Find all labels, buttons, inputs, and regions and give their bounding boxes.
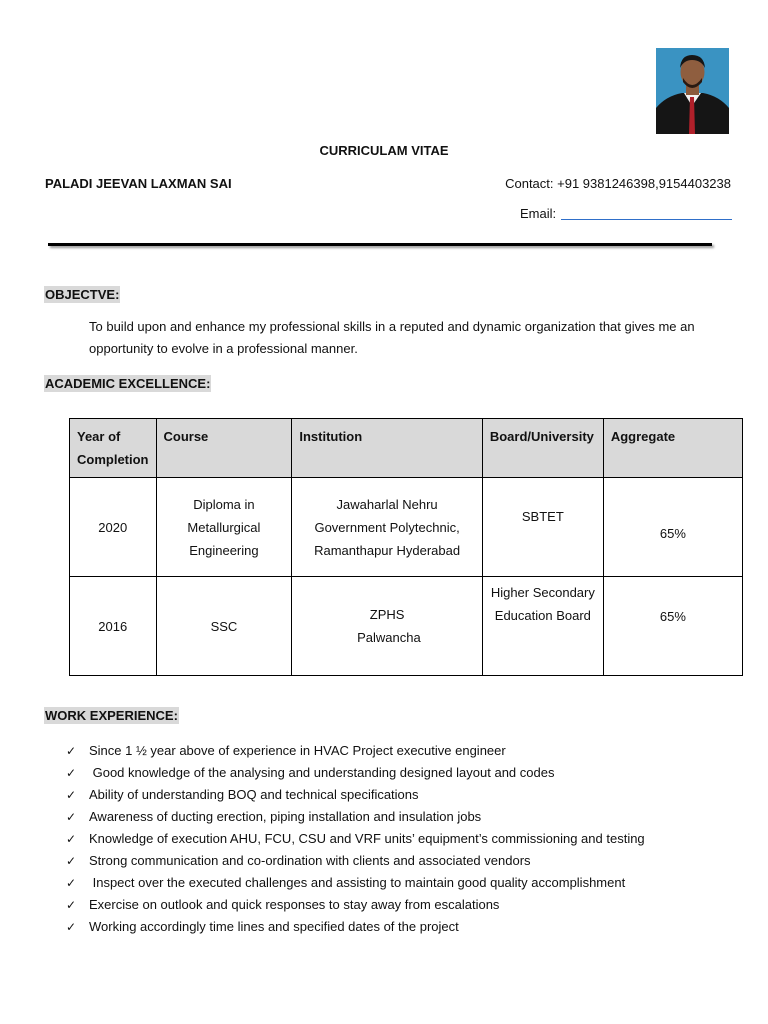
table-row [70, 577, 743, 676]
academic-heading: ACADEMIC EXCELLENCE: [45, 376, 211, 391]
cell-course: SSC [156, 577, 292, 676]
contact-numbers: Contact: +91 9381246398,9154403238 [505, 176, 731, 191]
checkmark-icon: ✓ [66, 898, 77, 912]
list-item: ✓ Exercise on outlook and quick responses to stay away from escalations [66, 894, 645, 916]
col-header-year: Year of Completion [70, 419, 157, 478]
table-header-row [70, 419, 743, 478]
list-item: ✓ Good knowledge of the analysing and understanding designed layout and codes [66, 762, 645, 784]
list-item: ✓ Working accordingly time lines and specified dates of the project [66, 916, 645, 938]
cell-year: 2020 [70, 478, 157, 577]
cell-board: SBTET [482, 478, 603, 577]
email-link-underline[interactable] [561, 219, 732, 220]
cell-course: Diploma in Metallurgical Engineering [156, 478, 292, 577]
objective-text: To build upon and enhance my professional skills in a reputed and dynamic organization that gives me an opportunity to evolve in a professional manner. [89, 319, 695, 356]
cell-aggregate: 65% [603, 577, 742, 676]
work-experience-list [66, 740, 645, 938]
email-label: Email: [520, 206, 557, 221]
checkmark-icon: ✓ [66, 920, 77, 934]
list-item: ✓ Strong communication and co-ordination with clients and associated vendors [66, 850, 645, 872]
checkmark-icon: ✓ [66, 876, 77, 890]
list-item: ✓ Inspect over the executed challenges and assisting to maintain good quality accomplishment [66, 872, 645, 894]
checkmark-icon: ✓ [66, 854, 77, 868]
list-item: ✓ Since 1 ½ year above of experience in HVAC Project executive engineer [66, 740, 645, 762]
cell-institution: Jawaharlal Nehru Government Polytechnic, Ramanthapur Hyderabad [292, 478, 482, 577]
header-divider [48, 243, 712, 246]
checkmark-icon: ✓ [66, 810, 77, 824]
list-item: ✓ Knowledge of execution AHU, FCU, CSU and VRF units’ equipment’s commissioning and testing [66, 828, 645, 850]
checkmark-icon: ✓ [66, 832, 77, 846]
cell-board: Higher Secondary Education Board [482, 577, 603, 676]
list-item: ✓ Ability of understanding BOQ and technical specifications [66, 784, 645, 806]
cell-year: 2016 [70, 577, 157, 676]
cell-aggregate: 65% [603, 478, 742, 577]
checkmark-icon: ✓ [66, 788, 77, 802]
cell-institution: ZPHS Palwancha [292, 577, 482, 676]
checkmark-icon: ✓ [66, 766, 77, 780]
document-title: CURRICULAM VITAE [319, 143, 449, 158]
list-item: ✓ Awareness of ducting erection, piping installation and insulation jobs [66, 806, 645, 828]
academic-table [69, 418, 743, 676]
work-heading: WORK EXPERIENCE: [45, 708, 178, 723]
col-header-aggregate: Aggregate [603, 419, 742, 478]
col-header-institution: Institution [292, 419, 482, 478]
candidate-name: PALADI JEEVAN LAXMAN SAI [45, 176, 232, 191]
col-header-course: Course [156, 419, 292, 478]
objective-heading: OBJECTVE: [45, 287, 120, 302]
table-row [70, 478, 743, 577]
profile-photo [656, 48, 729, 134]
checkmark-icon: ✓ [66, 744, 77, 758]
col-header-board: Board/University [482, 419, 603, 478]
